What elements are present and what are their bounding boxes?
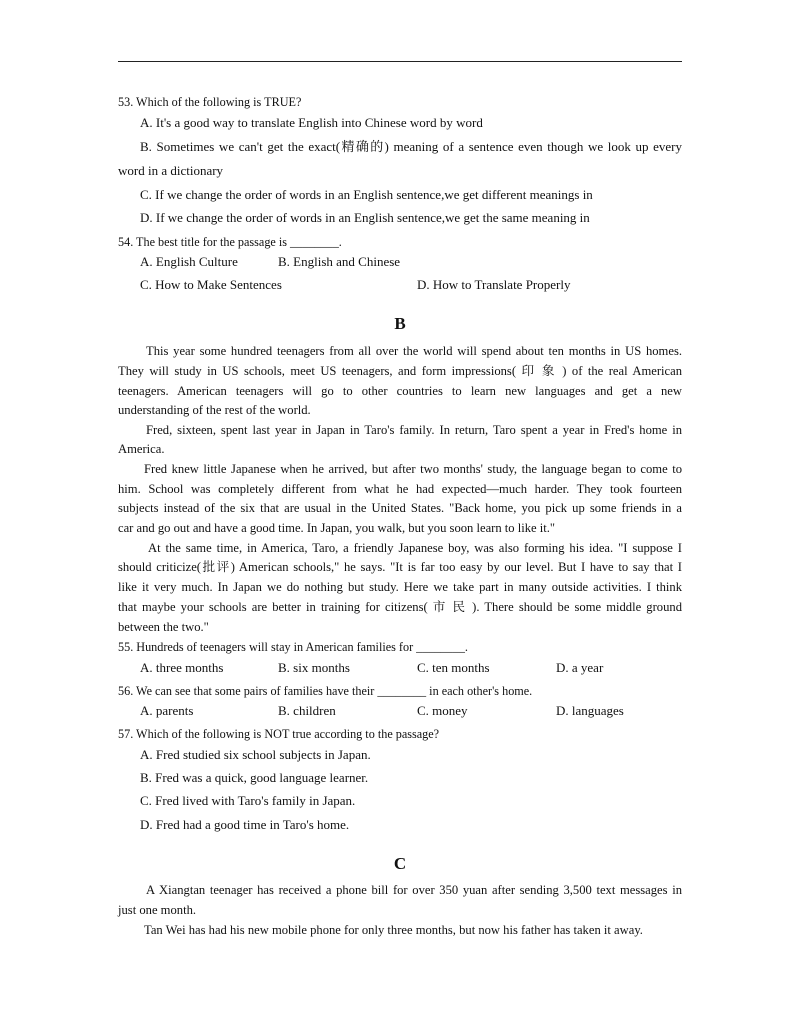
q57-stem: 57. Which of the following is NOT true according to the passage? (118, 727, 440, 741)
section-b-p3-line4: car and go out and have a good time. In Japan, you walk, but you soon learn to like it." (118, 521, 556, 535)
section-b-p4-line4: that maybe your schools are better in training for citizens( 市 民 ). There should be some middle ground (118, 600, 682, 614)
section-c-p1-line2: just one month. (118, 903, 197, 917)
q57-option-a: A. Fred studied six school subjects in Japan. (140, 747, 371, 762)
section-b-p1-line4: understanding of the rest of the world. (118, 403, 311, 417)
q55-option-c: C. ten months (417, 660, 490, 675)
section-b-heading: B (394, 314, 406, 333)
section-b-p4-line1: At the same time, in America, Taro, a friendly Japanese boy, was also forming his idea. "I suppose I (148, 541, 682, 555)
q54-option-c: C. How to Make Sentences (140, 277, 282, 292)
q57-option-d: D. Fred had a good time in Taro's home. (140, 817, 350, 832)
q56-option-c: C. money (417, 703, 468, 718)
q53-option-b-line1: B. Sometimes we can't get the exact(精确的) meaning of a sentence even though we look up every (140, 139, 682, 154)
q55-option-d: D. a year (556, 660, 604, 675)
q54-option-a: A. English Culture (140, 254, 238, 269)
q56-option-b: B. children (278, 703, 336, 718)
section-b-p1-line2: They will study in US schools, meet US teenagers, and form impressions( 印 象 ) of the real American (118, 364, 682, 378)
q55-stem: 55. Hundreds of teenagers will stay in American families for ________. (118, 640, 468, 654)
section-b-p4-line2: should criticize(批评) American schools," he says. "It is far too easy by our level. But I have to say that I (118, 560, 682, 574)
q54-stem: 54. The best title for the passage is ________. (118, 235, 342, 249)
q57-option-b: B. Fred was a quick, good language learner. (140, 770, 369, 785)
section-b-p3-line1: Fred knew little Japanese when he arrived, but after two months' study, the language began to come to (144, 462, 682, 476)
q55-option-a: A. three months (140, 660, 224, 675)
q54-option-d: D. How to Translate Properly (417, 277, 571, 292)
section-b-p4-line3: like it very much. In Japan we do nothing but study. Here we take part in many outside activities. I think (118, 580, 682, 594)
section-b-p4-line5: between the two." (118, 620, 209, 634)
q56-stem: 56. We can see that some pairs of families have their ________ in each other's home. (118, 684, 533, 698)
section-b-p2-line2: America. (118, 442, 165, 456)
section-c-p1-line1: A Xiangtan teenager has received a phone bill for over 350 yuan after sending 3,500 text messages in (146, 883, 682, 897)
section-c-heading: C (393, 854, 407, 873)
q55-option-b: B. six months (278, 660, 350, 675)
section-b-p1-line3: teenagers. American teenagers will go to other countries to learn new languages and get a new (118, 384, 682, 398)
header-rule (118, 61, 682, 62)
section-c-p2-line1: Tan Wei has had his new mobile phone for only three months, but now his father has taken it away. (144, 923, 643, 937)
q53-option-d: D. If we change the order of words in an English sentence,we get the same meaning in (140, 210, 590, 225)
q57-option-c: C. Fred lived with Taro's family in Japan. (140, 793, 356, 808)
q53-option-b-line2: word in a dictionary (118, 163, 224, 178)
q53-stem: 53. Which of the following is TRUE? (118, 95, 302, 109)
q53-option-a: A. It's a good way to translate English into Chinese word by word (140, 115, 483, 130)
section-b-p2-line1: Fred, sixteen, spent last year in Japan in Taro's family. In return, Taro spent a year in Fred's home in (146, 423, 682, 437)
section-b-p1-line1: This year some hundred teenagers from all over the world will spend about ten months in US homes. (146, 344, 682, 358)
section-b-p3-line2: him. School was completely different from what he had expected—much harder. They took fourteen (118, 482, 682, 496)
q53-option-c: C. If we change the order of words in an English sentence,we get different meanings in (140, 187, 593, 202)
section-b-p3-line3: subjects instead of the six that are usual in the United States. "Back home, you pick up some friends in a (118, 501, 682, 515)
q56-option-a: A. parents (140, 703, 194, 718)
q54-option-b: B. English and Chinese (278, 254, 401, 269)
q56-option-d: D. languages (556, 703, 624, 718)
